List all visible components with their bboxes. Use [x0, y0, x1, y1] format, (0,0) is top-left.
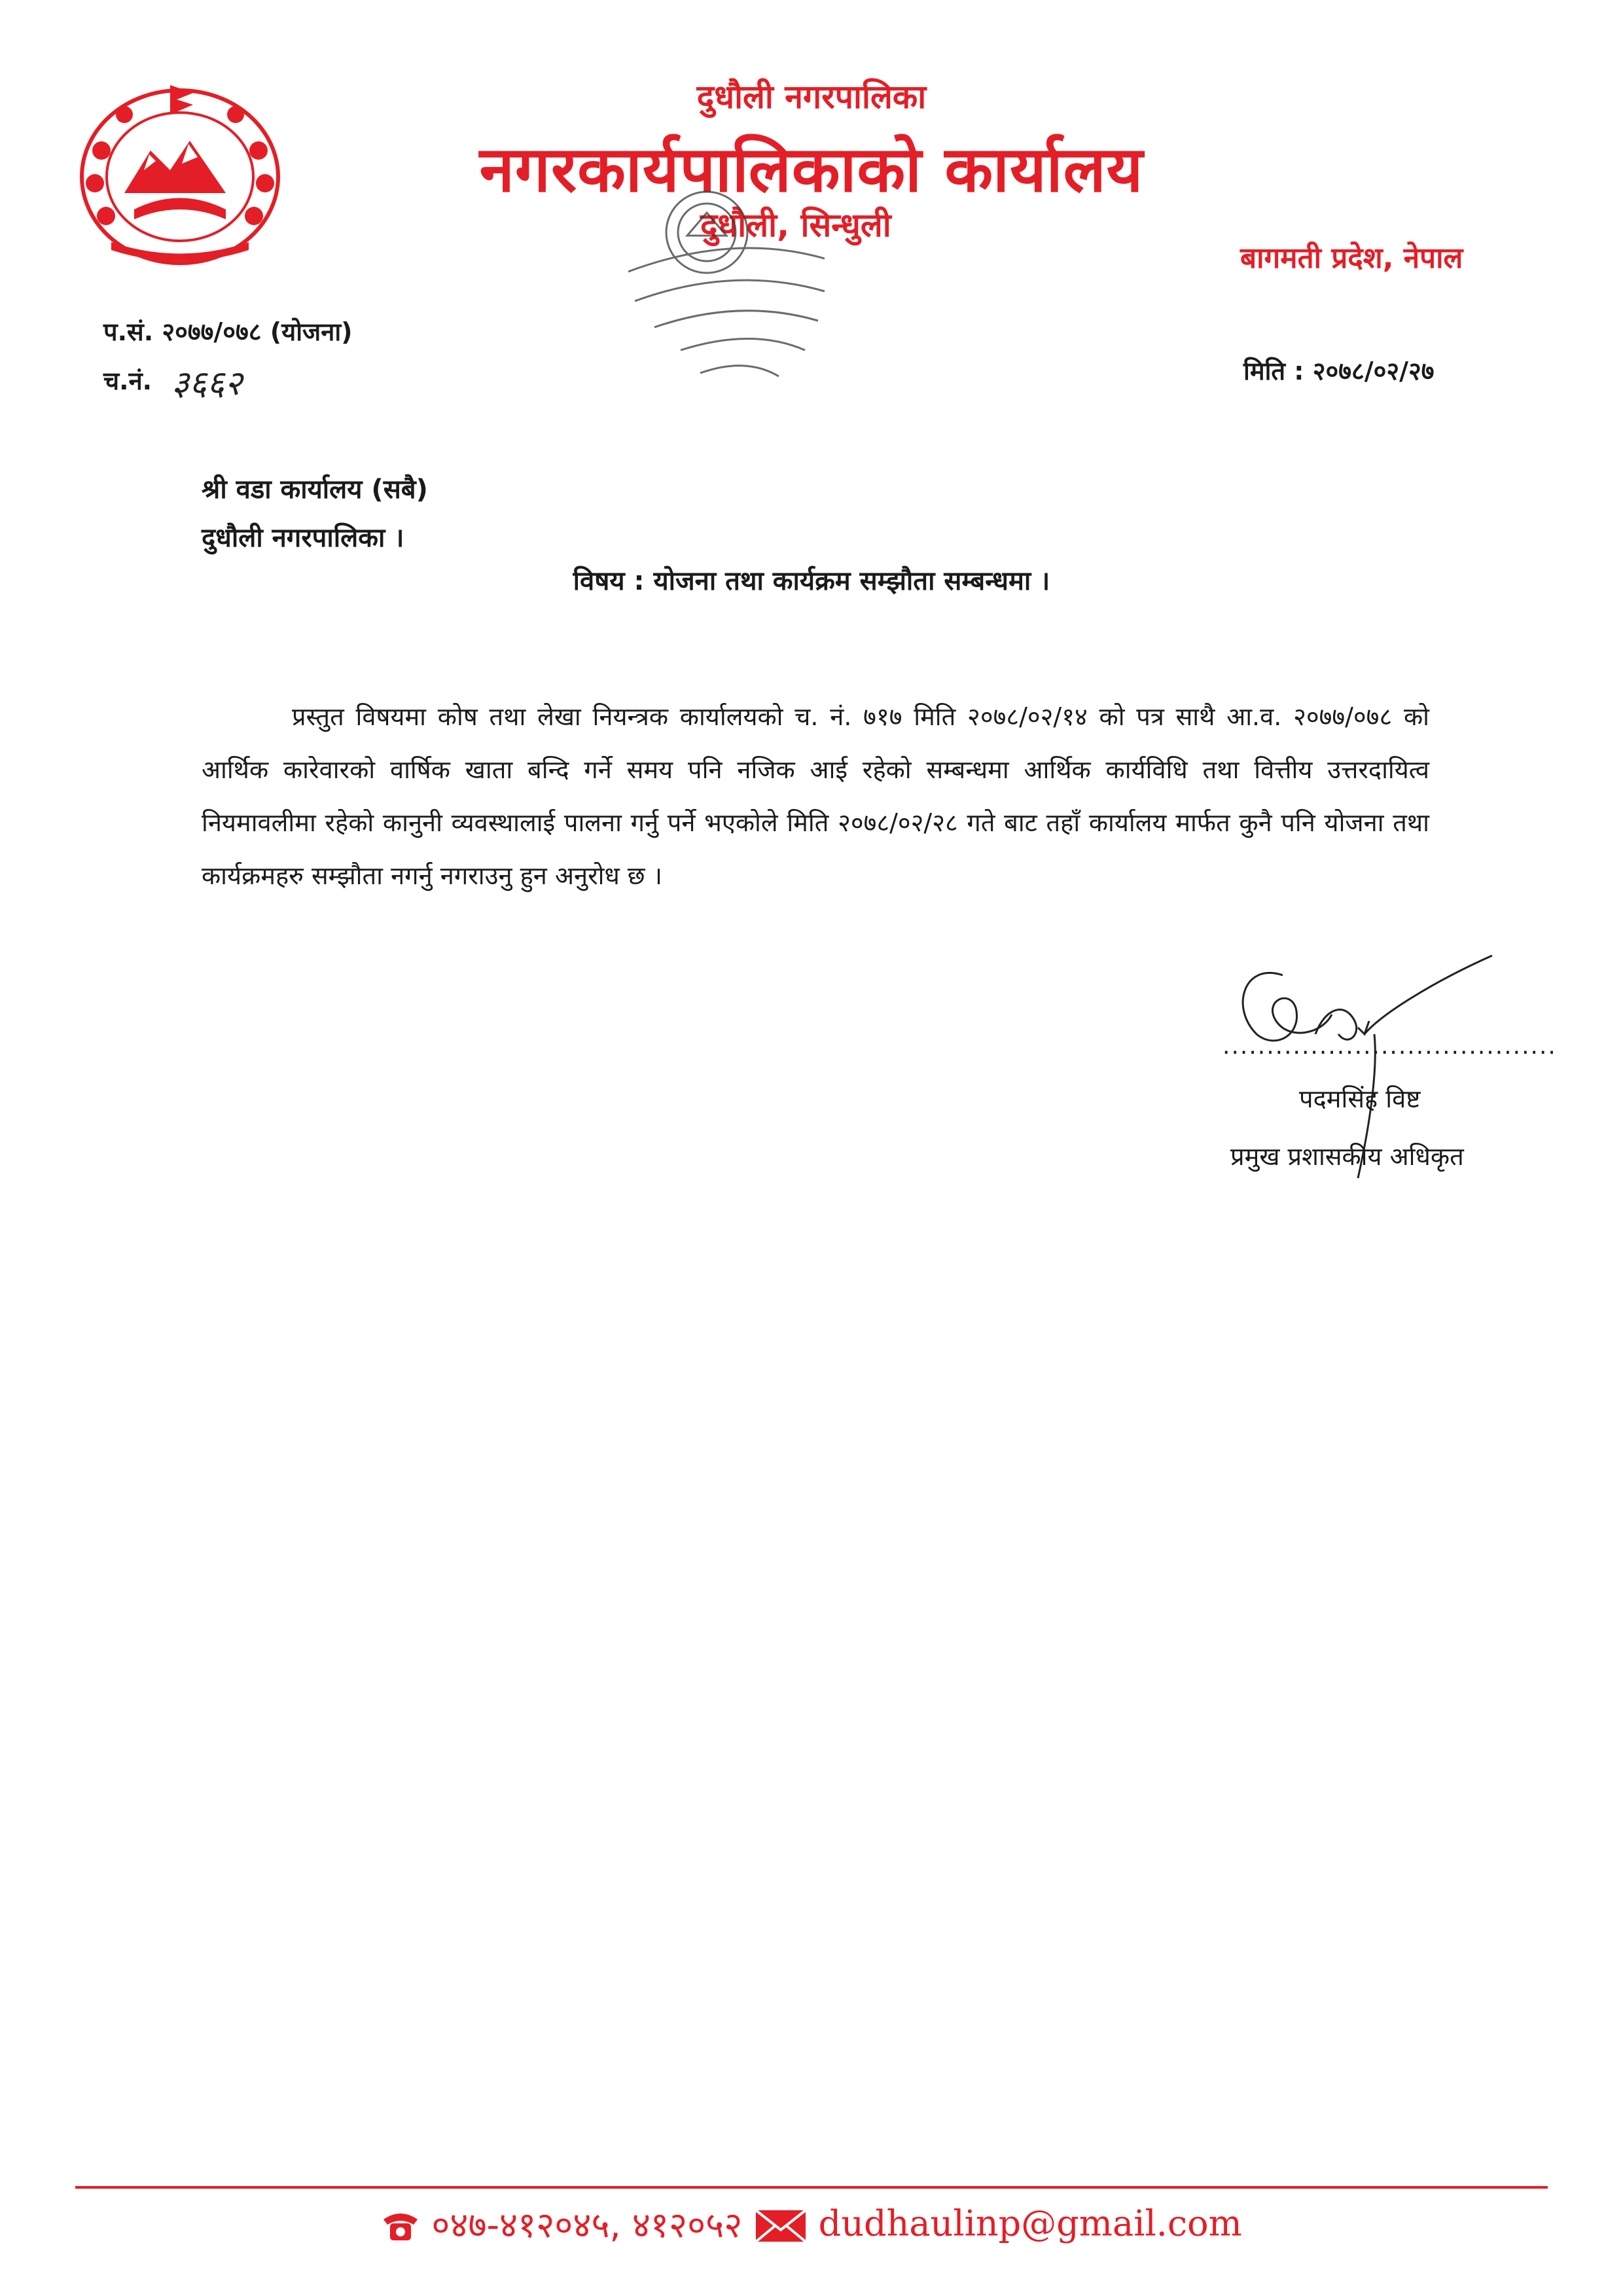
- email-address: dudhaulinp@gmail.com: [818, 2202, 1242, 2244]
- municipality-name: दुधौली नगरपालिका: [696, 78, 927, 116]
- envelope-icon: [754, 2202, 819, 2244]
- telephone-icon: [381, 2202, 431, 2244]
- office-title: नगरकार्यपालिकाको कार्यालय: [479, 133, 1144, 206]
- letter-subject: विषय : योजना तथा कार्यक्रम सम्झौता सम्बन्धमा ।: [573, 566, 1050, 596]
- recipient-line-1: श्री वडा कार्यालय (सबै): [202, 475, 428, 505]
- signatory-title: प्रमुख प्रशासकीय अधिकृत: [1230, 1142, 1464, 1171]
- dispatch-number-handwritten: ३६६२: [171, 364, 243, 403]
- recipient-line-2: दुधौली नगरपालिका ।: [202, 523, 404, 553]
- signatory-name: पदमसिंह विष्ट: [1299, 1085, 1421, 1113]
- office-location: दुधौली, सिन्धुली: [700, 206, 891, 244]
- footer-divider: [75, 2186, 1548, 2189]
- signature-line: ......................................: [1222, 1033, 1557, 1060]
- dispatch-number-label: च.नं.: [103, 367, 152, 395]
- phone-numbers: ०४७-४१२०४५, ४१२०५२: [431, 2204, 743, 2246]
- letter-body: प्रस्तुत विषयमा कोष तथा लेखा नियन्त्रक कार्यालयको च. नं. ७१७ मिति २०७८/०२/१४ को पत्र साथै आ.व. २०७७/०७८ को आर्थिक कारेवारको वार्षिक खाता बन्दि गर्ने समय पनि नजिक आई रहेको सम्बन्धमा आर्थिक कार्यविधि तथा वित्तीय उत्तरदायित्व नियमावलीमा रहेको कानुनी व्यवस्थालाई पालना गर्नु पर्ने भएकोले मिति २०७८/०२/२८ गते बाट तहाँ कार्यालय मार्फत कुनै पनि योजना तथा कार्यक्रमहरु सम्झौता नगर्नु नगराउनु हुन अनुरोध छ ।: [202, 702, 1429, 890]
- province-address: बागमती प्रदेश, नेपाल: [1240, 242, 1463, 275]
- office-seal-stamp-icon: [609, 187, 857, 396]
- reference-number: प.सं. २०७७/०७८ (योजना): [103, 317, 353, 346]
- letter-date: मिति : २०७८/०२/२७: [1243, 357, 1435, 386]
- footer-contact: [0, 2199, 1623, 2248]
